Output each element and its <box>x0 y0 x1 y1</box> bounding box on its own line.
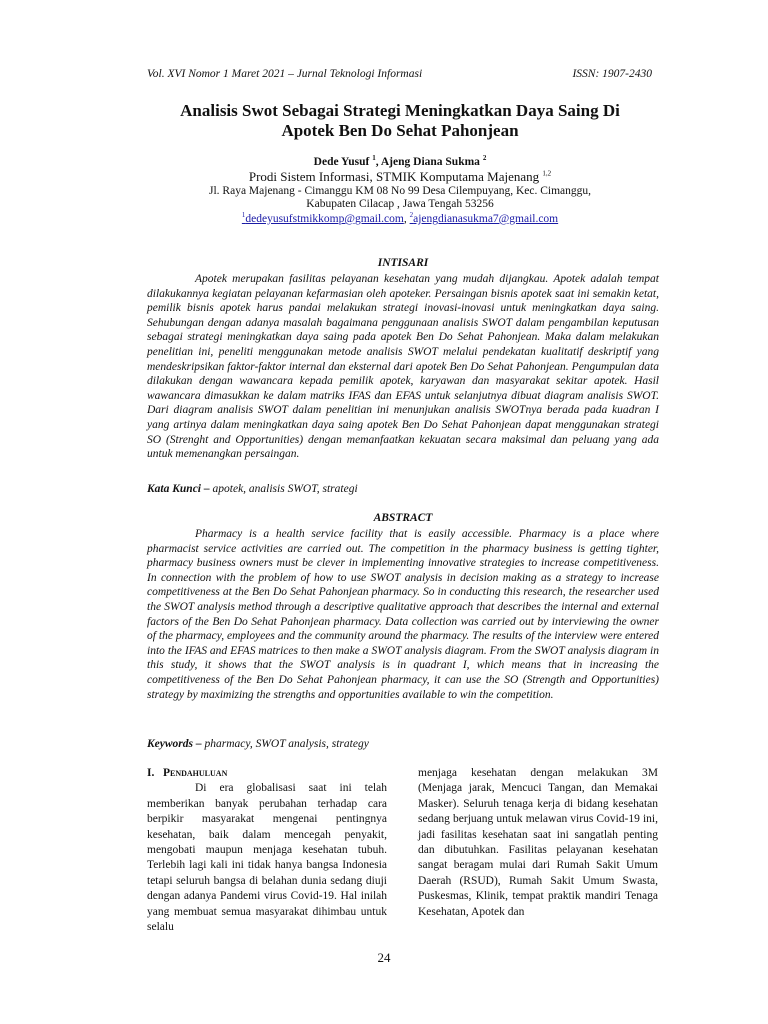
title-line-2: Apotek Ben Do Sehat Pahonjean <box>281 121 519 140</box>
intisari-heading: INTISARI <box>377 257 429 269</box>
keywords <box>147 738 659 750</box>
intisari-body <box>147 272 659 462</box>
kata-kunci-value: apotek, analisis SWOT, strategi <box>209 483 358 495</box>
author-separator: , <box>375 155 381 168</box>
page-number: 24 <box>377 950 391 965</box>
author-list <box>80 154 720 168</box>
issn: ISSN: 1907-2430 <box>572 68 652 80</box>
author-2: Ajeng Diana Sukma <box>380 155 480 168</box>
intisari-text: Apotek merupakan fasilitas pelayanan kesehatan yang mudah dijangkau. Apotek adalah tempat dilakukannya kegiatan pelayanan kefarmasian oleh apoteker. Persaingan bisnis apotek saat ini semakin ketat, pemilik bisnis apotek harus pandai melakukan strategi inovasi-inovasi untuk meningkatkan daya saing. Sehubungan dengan adanya masalah bagaimana penggunaan analisis SWOT dalam pengambilan keputusan sebagai strategi meningkatkan daya saing pada apotek Ben Do Sehat Pahonjean. Maka dalam melakukan penelitian ini, peneliti menggunakan metode analisis SWOT melalui pendekatan kualitatif deskriptif yang mendeskripsikan faktor-faktor internal dan eksternal dari apotek Ben Do Sehat Pahonjean. Pengumpulan data dilakukan dengan wawancara kepada pemilik apotek, karyawan dan masyarakat sekitar apotek. Hasil wawancara dimasukkan ke dalam matriks IFAS dan EFAS untuk selanjutnya dibuat diagram analisis SWOT. Dari diagram analisis SWOT dalam penelitian ini menunjukan analisis SWOTnya berada pada kuadran I yang artinya dalam meningkatkan daya saing apotek Ben Do Sehat Pahonjean dapat menggunakan strategi SO (Strenght and Opportunities) dengan memanfaatkan kekuatan secara maksimal dan peluang yang ada untuk memenangkan persaingan. <box>147 273 659 461</box>
abstract-body <box>147 527 659 702</box>
title-line-1: Analisis Swot Sebagai Strategi Meningkatkan Daya Saing Di <box>180 101 620 120</box>
affiliation-sup: 1,2 <box>542 169 552 178</box>
affiliation-text: Prodi Sistem Informasi, STMIK Komputama Majenang <box>248 169 540 184</box>
email-separator: , <box>403 212 410 225</box>
column-left <box>147 766 387 935</box>
email-1: dedeyusufstmikkomp@gmail.com <box>245 212 404 225</box>
kata-kunci <box>147 483 659 495</box>
author-emails <box>80 211 720 225</box>
section-1-heading <box>147 766 387 781</box>
section-1-number: I. <box>147 767 155 779</box>
section-1-left-text: Di era globalisasi saat ini telah memberikan banyak perubahan terhadap cara berpikir masyarakat mengenai pentingnya kesehatan, baik dalam mencegah penyakit, mengobati maupun menjaga kesehatan tubuh. Terlebih lagi kali ini tidak hanya bangsa Indonesia tetapi seluruh bangsa di belahan dunia sedang diuji dengan adanya Pandemi virus Covid-19. Hal inilah yang membuat semua masyarakat dihimbau untuk selalu <box>147 782 387 934</box>
section-1-right-text: menjaga kesehatan dengan melakukan 3M (Menjaga jarak, Mencuci Tangan, dan Memakai Masker). Seluruh tenaga kerja di bidang kesehatan sedang berjuang untuk melawan virus Covid-19 ini, jadi fasilitas kesehatan saat ini sangatlah penting dan dibutuhkan. Fasilitas pelayanan kesehatan sangat beragam mulai dari Rumah Sakit Umum Daerah (RSUD), Rumah Sakit Umum Swasta, Puskesmas, Klinik, tempat praktik mandiri Tenaga Kesehatan, Apotek dan <box>418 767 658 918</box>
abstract-text: Pharmacy is a health service facility that is easily accessible. Pharmacy is a place where pharmacist service activities are carried out. The competition in the pharmacy business is getting tighter, pharmacy business owners must be clever in implementing innovative strategies to increase competitiveness. In connection with the problem of how to use SWOT analysis in decision making as a strategy to increase competitiveness at the Ben Do Sehat Pahonjean pharmacy. So in conducting this research, the researcher used the SWOT analysis method through a descriptive qualitative approach that describes the internal and external factors of the Ben Do Sehat Pahonjean pharmacy. Data collection was carried out by interviewing the owner of the pharmacy, employees and the community around the pharmacy. The results of the interview were entered into the IFAS and EFAS matrices to then make a SWOT analysis diagram. From the SWOT analysis diagram in this study, it shows that the SWOT analysis is in quadrant I, which means that in increasing the competitiveness of the Ben Do Sehat Pahonjean pharmacy, it can use the SO (Strength and Opportunities) strategy by maximizing the strengths and opportunities available to win the competition. <box>147 528 659 701</box>
address-line-1: Jl. Raya Majenang - Cimanggu KM 08 No 99 Desa Cilempuyang, Kec. Cimanggu, <box>209 185 591 197</box>
keywords-value: pharmacy, SWOT analysis, strategy <box>201 738 369 750</box>
affiliation <box>80 169 720 185</box>
email-2: ajengdianasukma7@gmail.com <box>413 212 559 225</box>
address-line-2: Kabupaten Cilacap , Jawa Tengah 53256 <box>306 198 494 210</box>
paper-title <box>80 101 720 141</box>
email-link-2[interactable] <box>410 213 559 225</box>
journal-info: Vol. XVI Nomor 1 Maret 2021 – Jurnal Teknologi Informasi <box>147 68 423 80</box>
author-2-sup: 2 <box>482 154 487 162</box>
email-link-1[interactable] <box>242 213 404 225</box>
section-1-title: Pendahuluan <box>162 767 228 779</box>
author-1-sup: 1 <box>372 154 376 162</box>
email-1-sup: 1 <box>241 211 246 219</box>
keywords-label: Keywords – <box>147 738 202 750</box>
email-2-sup: 2 <box>409 211 414 219</box>
kata-kunci-label: Kata Kunci – <box>147 483 210 495</box>
abstract-heading: ABSTRACT <box>373 512 433 524</box>
column-right <box>418 766 658 920</box>
author-1: Dede Yusuf <box>313 155 370 168</box>
